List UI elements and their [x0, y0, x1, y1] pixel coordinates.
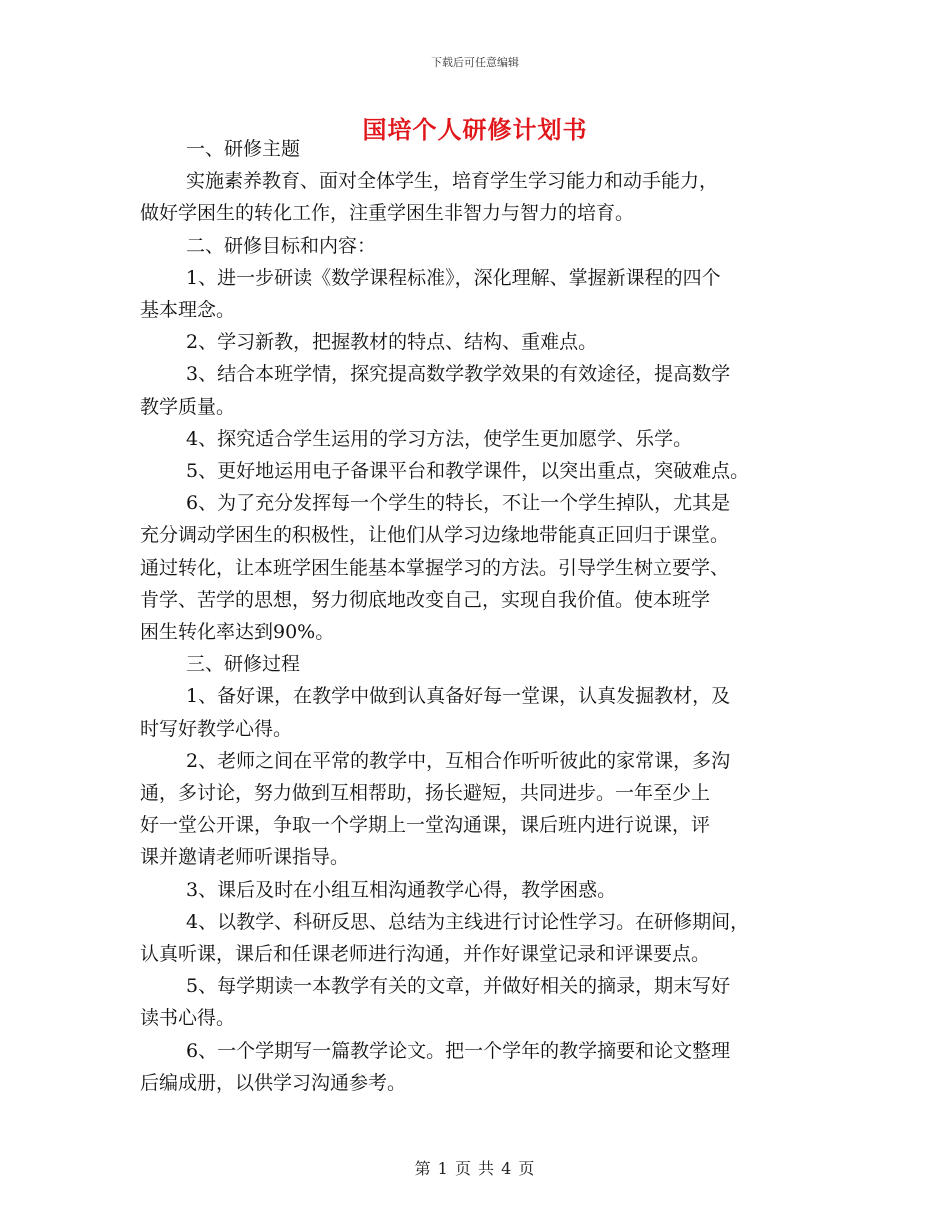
paragraph — [140, 133, 820, 165]
paragraph-line: 4、探究适合学生运用的学习方法，使学生更加愿学、乐学。 — [186, 427, 693, 450]
paragraph-line: 做好学困生的转化工作，注重学困生非智力与智力的培育。 — [140, 202, 635, 225]
paragraph — [140, 230, 820, 262]
paragraph-line: 3、课后及时在小组互相沟通教学心得，教学困惑。 — [186, 878, 617, 901]
paragraph — [140, 455, 820, 487]
paragraph-line: 一、研修主题 — [186, 138, 301, 160]
paragraph-line: 通，多讨论，努力做到互相帮助，扬长避短，共同进步。一年至少上 — [140, 782, 711, 805]
paragraph-line: 1、备好课，在教学中做到认真备好每一堂课，认真发掘教材，及 — [186, 685, 731, 708]
paragraph-line: 困生转化率达到90%。 — [140, 621, 335, 644]
paragraph-line: 3、结合本班学情，探究提高数学教学效果的有效途径，提高数学 — [186, 363, 731, 386]
paragraph-line: 6、为了充分发挥每一个学生的特长，不让一个学生掉队，尤其是 — [186, 492, 731, 515]
paragraph — [140, 423, 820, 455]
paragraph-line: 后编成册，以供学习沟通参考。 — [140, 1071, 407, 1094]
paragraph-line: 肯学、苦学的思想，努力彻底地改变自己，实现自我价值。使本班学 — [140, 588, 711, 611]
paragraph-line: 三、研修过程 — [186, 653, 301, 676]
paragraph — [140, 487, 820, 648]
paragraph — [140, 745, 820, 874]
paragraph-line: 6、一个学期写一篇教学论文。把一个学年的教学摘要和论文整理 — [186, 1039, 731, 1062]
document-body — [140, 133, 820, 1099]
paragraph-line: 教学质量。 — [140, 395, 236, 418]
paragraph-line: 认真听课，课后和任课老师进行沟通，并作好课堂记录和评课要点。 — [140, 943, 711, 966]
paragraph-line: 实施素养教育、面对全体学生，培育学生学习能力和动手能力， — [186, 170, 719, 193]
paragraph-line: 2、老师之间在平常的教学中，互相合作听听彼此的家常课，多沟 — [186, 749, 731, 772]
paragraph — [140, 970, 820, 1034]
paragraph-line: 通过转化，让本班学困生能基本掌握学习的方法。引导学生树立要学、 — [140, 556, 730, 579]
paragraph — [140, 1035, 820, 1099]
paragraph-line: 好一堂公开课，争取一个学期上一堂沟通课，课后班内进行说课，评 — [140, 814, 711, 837]
paragraph — [140, 648, 820, 680]
paragraph-line: 时写好教学心得。 — [140, 717, 293, 740]
header-note: 下载后可任意编辑 — [431, 56, 519, 69]
paragraph-line: 课并邀请老师听课指导。 — [140, 846, 350, 869]
paragraph — [140, 165, 820, 229]
paragraph-line: 4、以教学、科研反思、总结为主线进行讨论性学习。在研修期间， — [186, 910, 750, 933]
page-number-footer: 第 1 页 共 4 页 — [414, 1159, 536, 1178]
paragraph — [140, 874, 820, 906]
paragraph-line: 充分调动学困生的积极性，让他们从学习边缘地带能真正回归于课堂。 — [140, 524, 730, 547]
paragraph-line: 1、进一步研读《数学课程标准》，深化理解、掌握新课程的四个 — [186, 266, 721, 289]
paragraph — [140, 906, 820, 970]
paragraph — [140, 326, 820, 358]
paragraph — [140, 680, 820, 744]
document-title: 国培个人研修计划书 — [362, 115, 588, 144]
paragraph-line: 读书心得。 — [140, 1007, 236, 1030]
paragraph — [140, 262, 820, 326]
paragraph-line: 5、每学期读一本教学有关的文章，并做好相关的摘录，期末写好 — [186, 975, 731, 998]
paragraph-line: 5、更好地运用电子备课平台和教学课件，以突出重点，突破难点。 — [186, 460, 750, 483]
paragraph-line: 基本理念。 — [140, 299, 236, 322]
paragraph-line: 二、研修目标和内容： — [186, 234, 377, 257]
paragraph-line: 2、学习新教，把握教材的特点、结构、重难点。 — [186, 331, 598, 354]
paragraph — [140, 358, 820, 422]
